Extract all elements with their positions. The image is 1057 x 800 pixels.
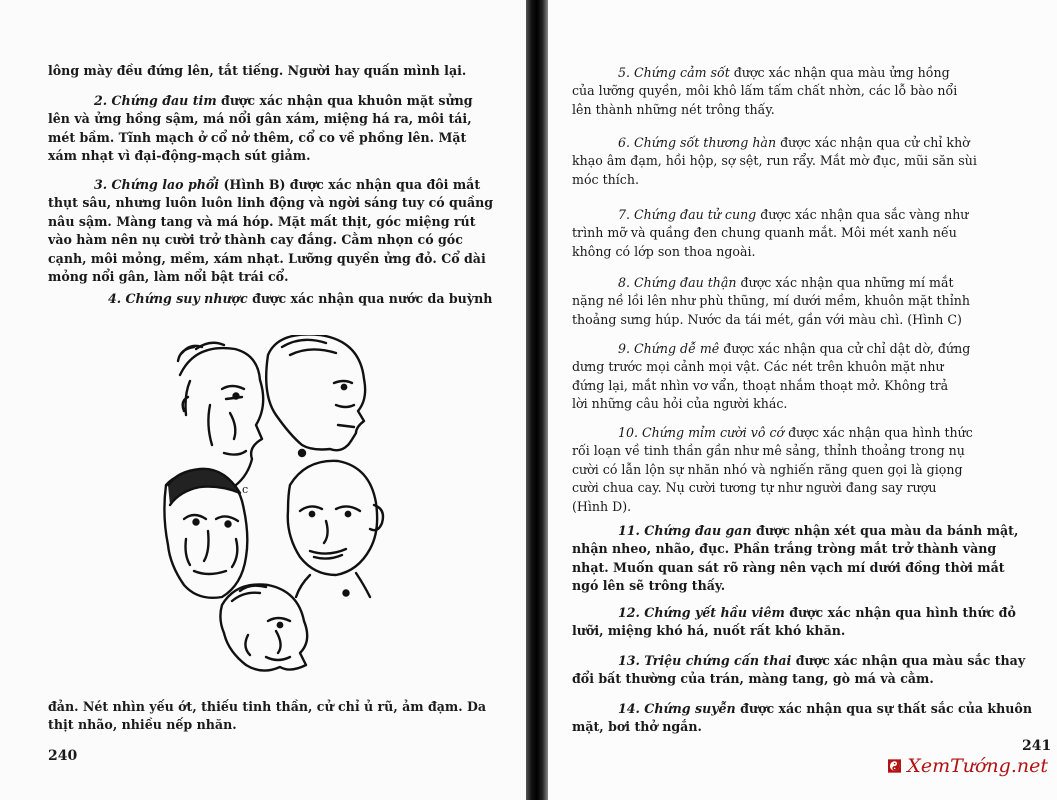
- text-line: [572, 274, 1042, 292]
- text-segment: được xác nhận qua những mí mắt: [736, 275, 954, 290]
- text-line: mỏng nổi gân, làm nổi bật trái cổ.: [48, 269, 289, 285]
- left-paragraph-4: [48, 290, 510, 308]
- text-segment: được xác nhận qua sự thất sắc của khuôn: [735, 701, 1032, 716]
- paragraph-label: 4. Chứng suy nhược: [108, 291, 248, 306]
- paragraph-label: 11. Chứng đau gan: [618, 523, 752, 538]
- text-line: nâu sậm. Màng tang và má hóp. Mặt mất thịt, góc miệng rút: [48, 213, 476, 229]
- paragraph-label: 8. Chứng đau thận: [618, 275, 737, 290]
- text-line: [572, 64, 1042, 82]
- text-segment: được xác nhận qua cử chỉ khờ: [776, 135, 970, 150]
- text-line: lông mày đều đứng lên, tắt tiếng. Người hay quấn mình lại.: [48, 63, 467, 78]
- page-number-left: 240: [48, 748, 78, 764]
- text-line: [48, 176, 510, 194]
- text-line: [572, 206, 1042, 224]
- left-paragraph-1: [48, 62, 508, 80]
- text-segment: được nhận xét qua màu da bánh mật,: [751, 523, 1019, 538]
- text-line: mét bầm. Tĩnh mạch ở cổ nở thêm, cổ co về phồng lên. Mặt: [48, 129, 467, 145]
- text-line: đứng lại, mắt nhìn vơ vẩn, thoạt nhắm thoạt mở. Không trả: [572, 377, 949, 393]
- right-paragraph-10: [572, 424, 1042, 516]
- right-paragraph-9: [572, 340, 1042, 414]
- text-line: nặng nề lồi lên như phù thũng, mí dưới mềm, khuôn mặt thỉnh: [572, 293, 970, 309]
- paragraph-label: 14. Chứng suyễn: [618, 701, 736, 716]
- figure-letter-c: c: [242, 483, 249, 496]
- face-elderly-man-drawing: [220, 584, 307, 670]
- paragraph-label: 13. Triệu chứng cấn thai: [618, 653, 792, 668]
- text-line: cười chua cay. Nụ cười tương tự như người đang say rượu: [572, 480, 937, 496]
- left-page: [0, 0, 528, 800]
- paragraph-label: 12. Chứng yết hầu viêm: [618, 605, 785, 620]
- text-line: nhận nheo, nhão, đục. Phần trắng tròng mắt trở thành vàng: [572, 541, 997, 557]
- paragraph-label: 10. Chứng mỉm cười vô cớ: [618, 425, 785, 440]
- text-line: [572, 700, 1042, 718]
- text-line: cạnh, môi mỏng, mềm, xám nhạt. Lưỡng quyền ửng đỏ. Cổ dài: [48, 250, 486, 266]
- text-line: lưỡi, miệng khó há, nuốt rất khó khăn.: [572, 623, 846, 639]
- right-page: [548, 0, 1057, 800]
- text-line: vào hàm nên nụ cười trở thành cay đắng. Cằm nhọn có góc: [48, 232, 463, 248]
- text-line: [48, 290, 510, 308]
- text-segment: được xác nhận qua màu ửng hồng: [729, 65, 950, 80]
- book-gutter: [526, 0, 548, 800]
- left-paragraph-2: [48, 92, 510, 166]
- paragraph-label: 2. Chứng đau tim: [94, 93, 217, 108]
- face-smiling-bald-man-drawing: [288, 461, 383, 597]
- text-line: xám nhạt vì đại-động-mạch sút giảm.: [48, 148, 311, 164]
- face-young-profile-drawing: [266, 335, 365, 456]
- text-line: thoảng sưng húp. Nước da tái mét, gần với màu chì. (Hình C): [572, 311, 962, 327]
- text-line: [572, 652, 1042, 670]
- text-line: lời những câu hỏi của người khác.: [572, 396, 788, 412]
- text-line: lên thành những nét trông thấy.: [572, 101, 775, 117]
- text-line: trình mỡ và quầng đen chung quanh mắt. Môi mét xanh nếu: [572, 225, 957, 241]
- text-line: khạo âm đạm, hồi hộp, sợ sệt, run rẩy. Mắt mờ đục, mũi săn sùi: [572, 153, 977, 169]
- paragraph-label: 6. Chứng sốt thương hàn: [618, 135, 777, 150]
- right-paragraph-12: [572, 604, 1042, 641]
- left-paragraph-5: [48, 698, 510, 735]
- text-segment: được xác nhận qua cử chỉ dật dờ, đứng: [719, 341, 971, 356]
- text-line: [572, 340, 1042, 358]
- paragraph-label: 3. Chứng lao phổi: [94, 177, 220, 192]
- text-segment: được xác nhận qua hình thức đỏ: [784, 605, 1016, 620]
- watermark-text: XemTướng.net: [907, 755, 1048, 777]
- text-segment: được xác nhận qua sắc vàng như: [756, 207, 969, 222]
- paragraph-label: 7. Chứng đau tử cung: [618, 207, 757, 222]
- text-line: [572, 134, 1042, 152]
- right-paragraph-14: [572, 700, 1042, 737]
- paragraph-label: 5. Chứng cảm sốt: [618, 65, 730, 80]
- text-line: của lưỡng quyền, môi khô lấm tấm chất nhờn, các lỗ bào nổi: [572, 83, 958, 99]
- xemtuong-watermark: [888, 746, 1048, 786]
- right-paragraph-6: [572, 134, 1042, 189]
- text-line: dưng trước mọi cảnh mọi vật. Các nét trên khuôn mặt như: [572, 359, 944, 375]
- text-line: không có lớp son thoa ngoài.: [572, 243, 756, 259]
- text-segment: được xác nhận qua hình thức: [784, 425, 973, 440]
- yin-yang-logo-icon: [888, 749, 901, 783]
- text-line: [572, 522, 1042, 540]
- text-line: mặt, bơi thở ngắn.: [572, 719, 702, 735]
- text-line: đản. Nét nhìn yếu ớt, thiếu tinh thần, cử chỉ ủ rũ, ảm đạm. Da: [48, 699, 487, 714]
- text-line: đổi bất thường của trán, màng tang, gò má và cằm.: [572, 671, 934, 687]
- text-line: rối loạn về tinh thần gần như mê sảng, thỉnh thoảng trong nụ: [572, 443, 965, 459]
- text-line: thịt nhão, nhiều nếp nhăn.: [48, 717, 237, 733]
- text-line: cười có lẫn lộn sự nhăn nhó và nghiến răng quen gọi là giọng: [572, 461, 963, 477]
- page-number-right: 241: [1022, 738, 1052, 754]
- text-line: ngó lên sẽ trông thấy.: [572, 578, 726, 594]
- text-segment: được xác nhận qua màu sắc thay: [791, 653, 1026, 668]
- text-segment: (Hình B) được xác nhận qua đôi mắt: [219, 177, 481, 192]
- right-paragraph-13: [572, 652, 1042, 689]
- left-paragraph-3: [48, 176, 510, 286]
- paragraph-label: 9. Chứng dễ mê: [618, 341, 720, 356]
- text-line: [572, 424, 1042, 442]
- right-paragraph-5: [572, 64, 1042, 119]
- face-dark-haired-man-drawing: [164, 469, 247, 598]
- text-line: thụt sâu, nhưng luôn luôn linh động và ngời sáng tuy có quầng: [48, 195, 494, 211]
- text-line: [48, 92, 510, 110]
- text-line: (Hình D).: [572, 498, 632, 514]
- face-old-man-drawing: [178, 343, 263, 487]
- faces-illustration: [150, 335, 390, 675]
- right-paragraph-7: [572, 206, 1042, 261]
- text-line: nhạt. Muốn quan sát rõ ràng nên vạch mí dưới đồng thời mắt: [572, 559, 1005, 575]
- text-segment: được xác nhận qua khuôn mặt sửng: [216, 93, 473, 108]
- text-line: móc thích.: [572, 171, 639, 187]
- text-line: lên và ửng hồng sậm, má nổi gân xám, miệng há ra, môi tái,: [48, 111, 472, 127]
- right-paragraph-8: [572, 274, 1042, 329]
- right-paragraph-11: [572, 522, 1042, 596]
- text-segment: được xác nhận qua nước da buỳnh: [247, 291, 493, 306]
- text-line: [572, 604, 1042, 622]
